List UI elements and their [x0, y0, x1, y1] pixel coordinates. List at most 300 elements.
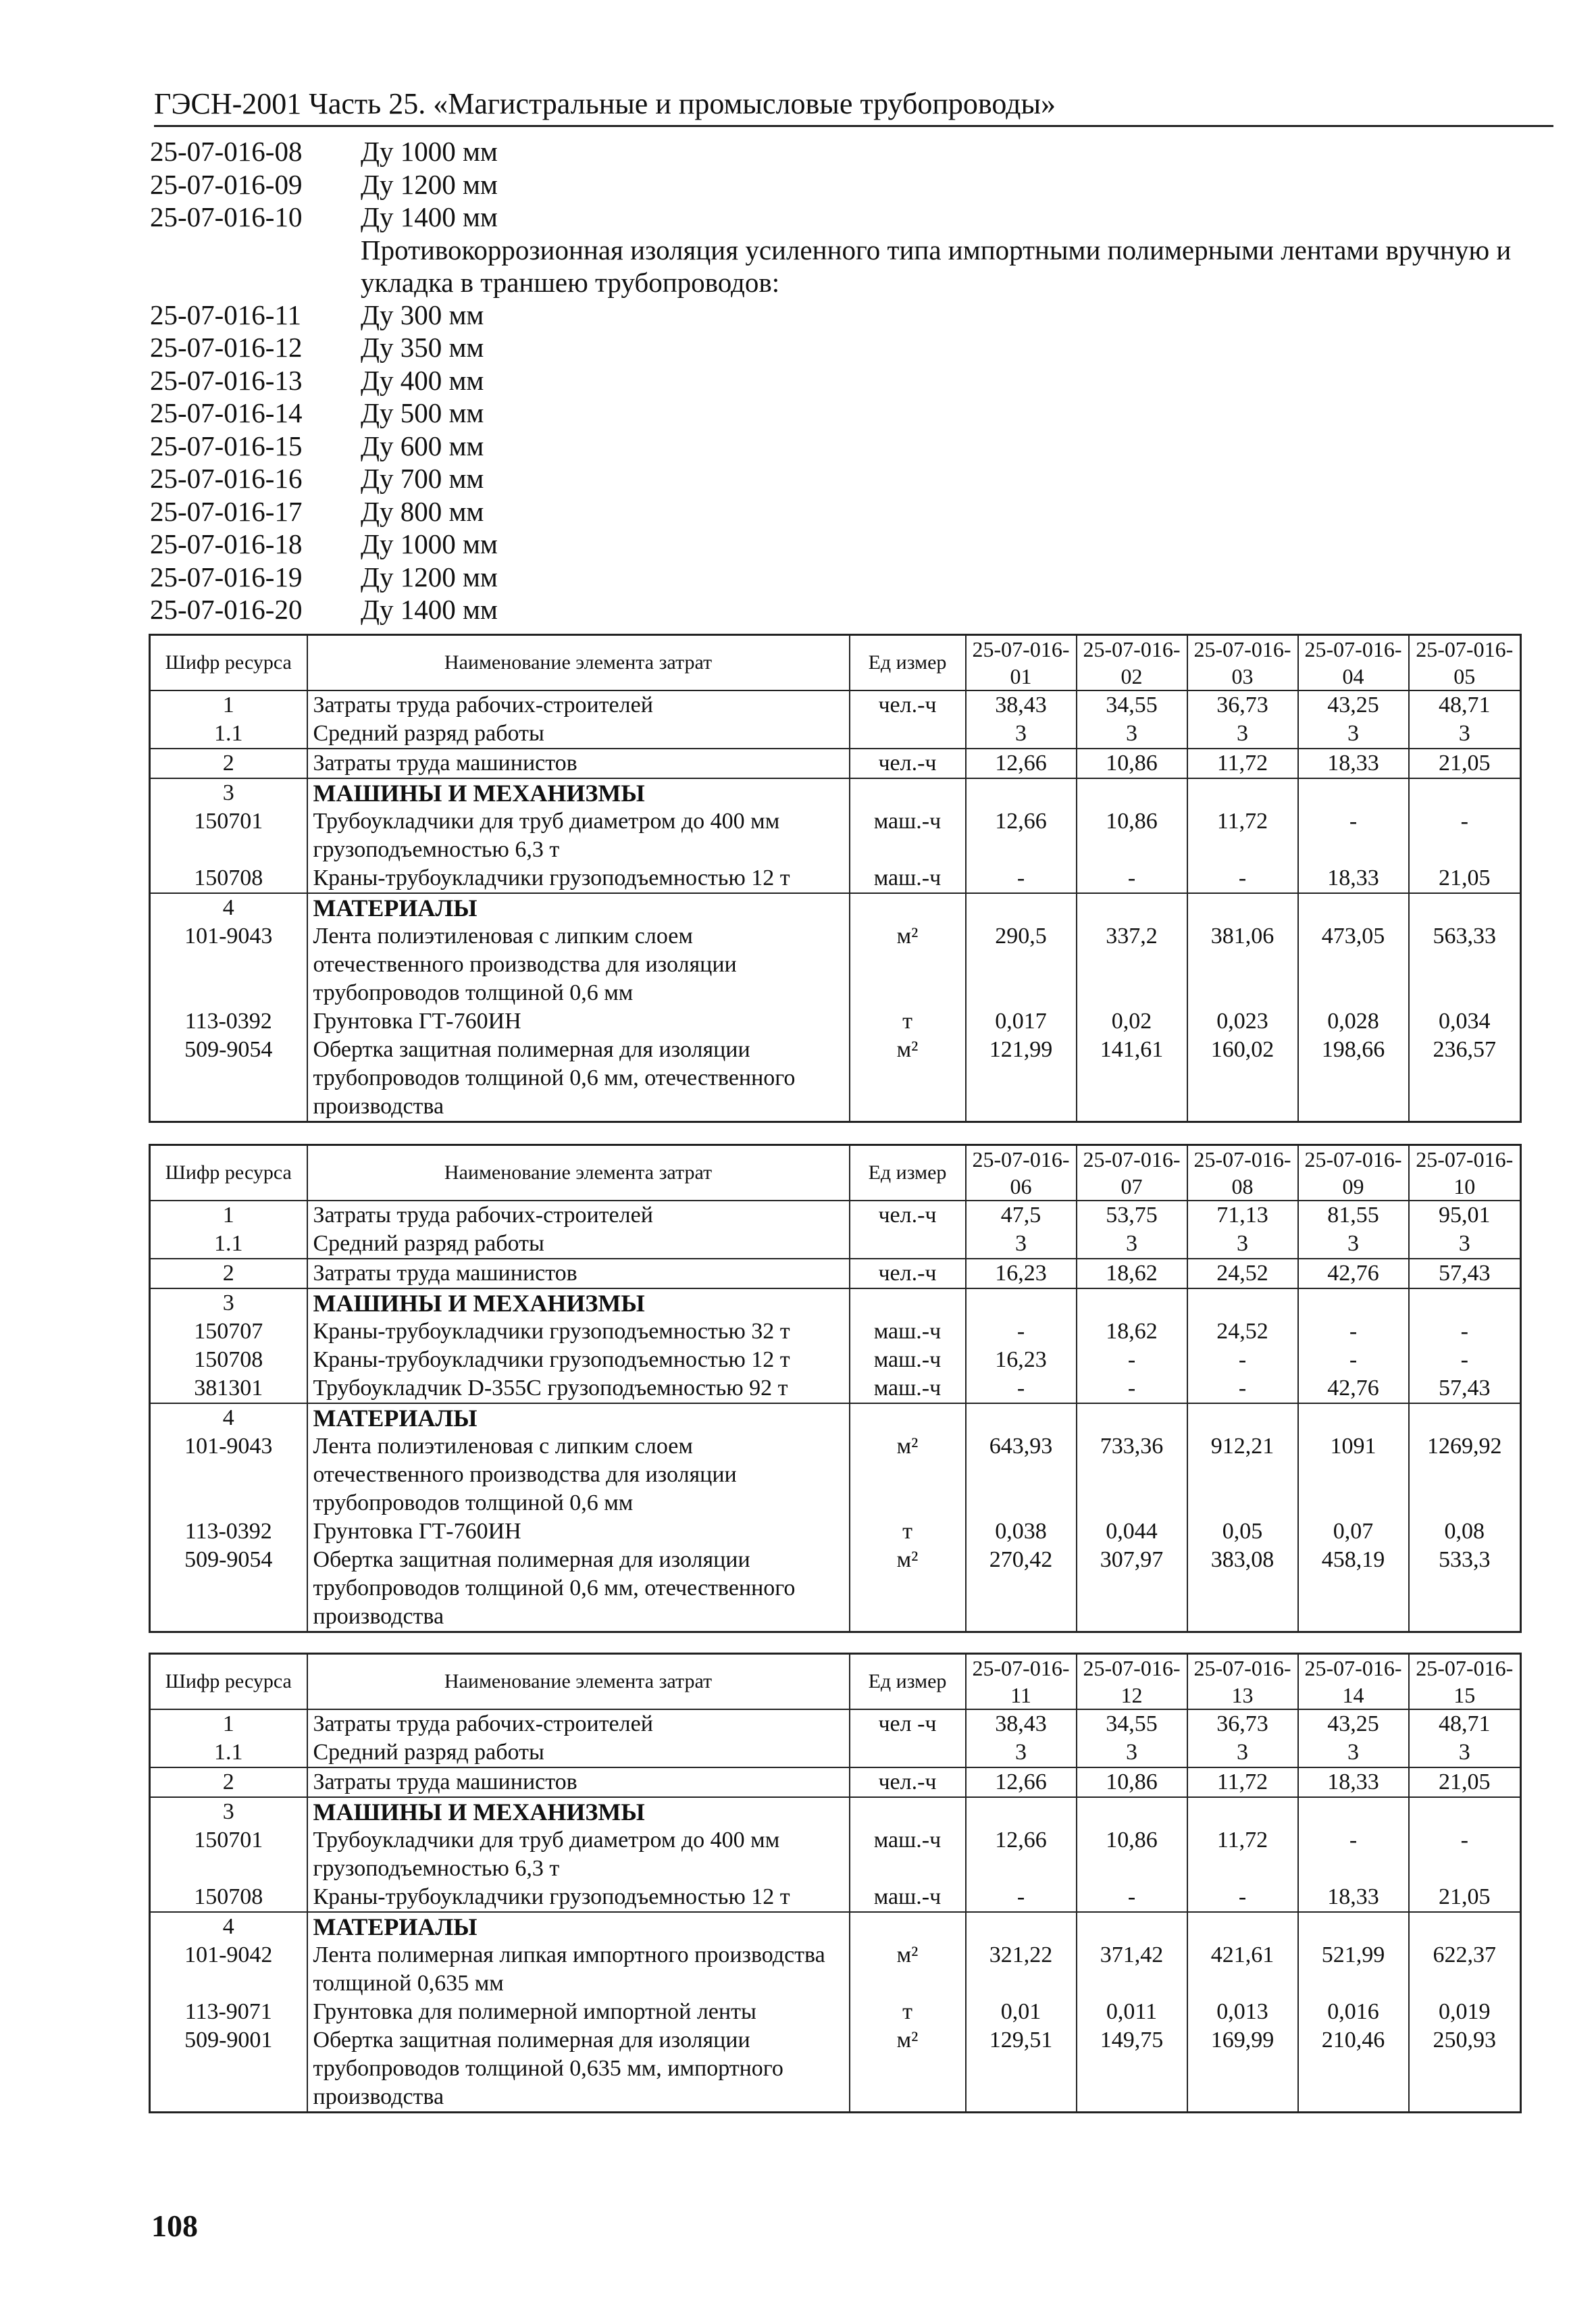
norm-value: - — [1409, 1826, 1521, 1883]
resource-code: 3 — [150, 1797, 307, 1826]
norm-value: 24,52 — [1187, 1317, 1298, 1346]
norm-value: 48,71 — [1409, 1709, 1521, 1738]
resource-table-1 — [149, 634, 1522, 1123]
cost-element-name: Грунтовка ГТ-760ИН — [307, 1517, 850, 1546]
section-title: МАТЕРИАЛЫ — [307, 893, 850, 922]
norm-value — [1409, 1797, 1521, 1826]
norm-value: 48,71 — [1409, 690, 1521, 720]
unit: маш.-ч — [850, 1374, 966, 1403]
norm-value — [966, 1912, 1077, 1941]
unit: чел.-ч — [850, 1259, 966, 1288]
norm-value — [966, 1403, 1077, 1432]
norm-value: - — [1187, 1346, 1298, 1374]
table-row — [150, 749, 1521, 778]
work-description: Ду 1200 мм — [361, 561, 498, 593]
norm-value: 129,51 — [966, 2026, 1077, 2113]
table-row — [150, 922, 1521, 1007]
table-row — [150, 1201, 1521, 1230]
header-norm-code: 25-07-016-08 — [1187, 1145, 1298, 1201]
table-row — [150, 1374, 1521, 1403]
norm-value: 0,07 — [1298, 1517, 1409, 1546]
norm-value — [1187, 893, 1298, 922]
norm-value — [1409, 1912, 1521, 1941]
header-cost-element: Наименование элемента затрат — [307, 1654, 850, 1710]
unit: маш.-ч — [850, 1317, 966, 1346]
norm-value: 21,05 — [1409, 749, 1521, 778]
norm-value — [1298, 1912, 1409, 1941]
resource-code: 3 — [150, 778, 307, 807]
resource-code: 101-9043 — [150, 922, 307, 1007]
work-code: 25-07-016-16 — [150, 463, 303, 494]
header-norm-code: 25-07-016-11 — [966, 1654, 1077, 1710]
norm-value: 0,034 — [1409, 1007, 1521, 1036]
resource-code: 1.1 — [150, 720, 307, 749]
cost-element-name: Обертка защитная полимерная для изоляции трубопроводов толщиной 0,6 мм, отечественного производства — [307, 1036, 850, 1122]
work-code: 25-07-016-19 — [150, 561, 303, 593]
cost-element-name: Затраты труда рабочих-строителей — [307, 1201, 850, 1230]
norm-value: - — [1077, 1374, 1187, 1403]
work-description: Ду 400 мм — [361, 364, 484, 396]
norm-value — [1409, 1288, 1521, 1317]
norm-value: 0,038 — [966, 1517, 1077, 1546]
code-row — [150, 430, 1568, 463]
header-unit: Ед измер — [850, 635, 966, 691]
norm-value: 0,013 — [1187, 1998, 1298, 2026]
header-unit: Ед измер — [850, 1145, 966, 1201]
norm-value: - — [1077, 864, 1187, 893]
norm-value: 12,66 — [966, 1767, 1077, 1797]
norm-value: 34,55 — [1077, 690, 1187, 720]
unit — [850, 778, 966, 807]
work-description: Ду 500 мм — [361, 397, 484, 428]
norm-value: 18,62 — [1077, 1259, 1187, 1288]
unit — [850, 1738, 966, 1767]
norm-value: - — [1409, 1346, 1521, 1374]
resource-code: 509-9001 — [150, 2026, 307, 2113]
norm-value: 169,99 — [1187, 2026, 1298, 2113]
norm-value — [966, 1288, 1077, 1317]
table-row — [150, 1998, 1521, 2026]
resource-code: 113-9071 — [150, 1998, 307, 2026]
norm-value: 236,57 — [1409, 1036, 1521, 1122]
cost-element-name: Затраты труда рабочих-строителей — [307, 690, 850, 720]
norm-value: 3 — [966, 1738, 1077, 1767]
unit: маш.-ч — [850, 807, 966, 864]
norm-value: 95,01 — [1409, 1201, 1521, 1230]
work-description: Ду 300 мм — [361, 299, 484, 330]
norm-value — [1298, 1403, 1409, 1432]
table-row — [150, 1767, 1521, 1797]
table-row — [150, 1546, 1521, 1632]
table-row — [150, 690, 1521, 720]
norm-value: - — [1077, 1346, 1187, 1374]
norm-value: 18,33 — [1298, 1883, 1409, 1912]
resource-code: 4 — [150, 1403, 307, 1432]
norm-value: - — [1409, 1317, 1521, 1346]
norm-value: 38,43 — [966, 1709, 1077, 1738]
norm-value: 11,72 — [1187, 1826, 1298, 1883]
header-norm-code: 25-07-016-06 — [966, 1145, 1077, 1201]
norm-value: 0,01 — [966, 1998, 1077, 2026]
work-code: 25-07-016-20 — [150, 594, 303, 625]
cost-element-name: Краны-трубоукладчики грузоподъемностью 12 т — [307, 1346, 850, 1374]
norm-value: 0,017 — [966, 1007, 1077, 1036]
unit: т — [850, 1007, 966, 1036]
work-code: 25-07-016-13 — [150, 364, 303, 396]
resource-code: 381301 — [150, 1374, 307, 1403]
code-row — [150, 135, 1568, 168]
norm-value — [1077, 893, 1187, 922]
norm-value: 21,05 — [1409, 1767, 1521, 1797]
work-code: 25-07-016-10 — [150, 201, 303, 232]
resource-code: 509-9054 — [150, 1036, 307, 1122]
header-norm-code: 25-07-016-05 — [1409, 635, 1521, 691]
norm-value: 71,13 — [1187, 1201, 1298, 1230]
norm-value — [1187, 778, 1298, 807]
cost-element-name: Лента полимерная липкая импортного производства толщиной 0,635 мм — [307, 1941, 850, 1998]
unit: м² — [850, 1036, 966, 1122]
header-resource-code: Шифр ресурса — [150, 1145, 307, 1201]
work-code: 25-07-016-17 — [150, 495, 303, 527]
table-row — [150, 893, 1521, 922]
norm-value: 57,43 — [1409, 1374, 1521, 1403]
norm-value: 3 — [1298, 1230, 1409, 1259]
resource-table-3 — [149, 1653, 1522, 2113]
resource-code: 150701 — [150, 1826, 307, 1883]
table-row — [150, 1432, 1521, 1517]
norm-value — [1409, 1403, 1521, 1432]
unit: маш.-ч — [850, 864, 966, 893]
unit — [850, 1230, 966, 1259]
norm-value: 18,33 — [1298, 1767, 1409, 1797]
resource-table-2 — [149, 1144, 1522, 1633]
norm-value: - — [1298, 1317, 1409, 1346]
code-row — [150, 528, 1568, 561]
table-row — [150, 1288, 1521, 1317]
norm-value: 643,93 — [966, 1432, 1077, 1517]
unit — [850, 1912, 966, 1941]
resource-code: 4 — [150, 1912, 307, 1941]
table-row — [150, 1007, 1521, 1036]
table-row — [150, 1709, 1521, 1738]
table-row — [150, 720, 1521, 749]
table-row — [150, 1036, 1521, 1122]
unit — [850, 1403, 966, 1432]
norm-value: 0,019 — [1409, 1998, 1521, 2026]
norm-value: 371,42 — [1077, 1941, 1187, 1998]
norm-value: - — [1187, 1374, 1298, 1403]
resource-code: 101-9042 — [150, 1941, 307, 1998]
header-cost-element: Наименование элемента затрат — [307, 1145, 850, 1201]
header-unit: Ед измер — [850, 1654, 966, 1710]
section-title: МАТЕРИАЛЫ — [307, 1912, 850, 1941]
norm-value: 141,61 — [1077, 1036, 1187, 1122]
norm-value: 43,25 — [1298, 1709, 1409, 1738]
unit — [850, 893, 966, 922]
norm-value: 24,52 — [1187, 1259, 1298, 1288]
table-row — [150, 1883, 1521, 1912]
norm-value — [966, 893, 1077, 922]
norm-value: 11,72 — [1187, 749, 1298, 778]
resource-code: 3 — [150, 1288, 307, 1317]
cost-element-name: Средний разряд работы — [307, 720, 850, 749]
norm-value: 3 — [1077, 1230, 1187, 1259]
header-norm-code: 25-07-016-01 — [966, 635, 1077, 691]
unit: м² — [850, 2026, 966, 2113]
cost-element-name: Лента полиэтиленовая с липким слоем отечественного производства для изоляции трубопроводов толщиной 0,6 мм — [307, 1432, 850, 1517]
norm-value: - — [1409, 807, 1521, 864]
norm-value — [1077, 1403, 1187, 1432]
table-row — [150, 1259, 1521, 1288]
header-norm-code: 25-07-016-15 — [1409, 1654, 1521, 1710]
unit: маш.-ч — [850, 1346, 966, 1374]
code-row — [150, 201, 1568, 234]
norm-value: - — [1077, 1883, 1187, 1912]
norm-value: 0,023 — [1187, 1007, 1298, 1036]
table-row — [150, 864, 1521, 893]
resource-code: 150707 — [150, 1317, 307, 1346]
norm-value: 42,76 — [1298, 1259, 1409, 1288]
norm-value: 10,86 — [1077, 1826, 1187, 1883]
unit — [850, 720, 966, 749]
norm-value — [1409, 778, 1521, 807]
norm-value — [966, 1797, 1077, 1826]
code-row — [150, 462, 1568, 495]
work-code: 25-07-016-18 — [150, 528, 303, 559]
header-resource-code: Шифр ресурса — [150, 635, 307, 691]
table-header-row — [150, 1145, 1521, 1201]
table-row — [150, 1941, 1521, 1998]
norm-value: 3 — [1409, 720, 1521, 749]
cost-element-name: Трубоукладчики для труб диаметром до 400 мм грузоподъемностью 6,3 т — [307, 1826, 850, 1883]
resource-code: 101-9043 — [150, 1432, 307, 1517]
table-row — [150, 1230, 1521, 1259]
section-heading: Противокоррозионная изоляция усиленного типа импортными полимерными лентами вручную и укладка в траншею трубопроводов: — [361, 234, 1512, 298]
unit: м² — [850, 1941, 966, 1998]
norm-value: 18,33 — [1298, 749, 1409, 778]
norm-value — [1187, 1797, 1298, 1826]
header-norm-code: 25-07-016-03 — [1187, 635, 1298, 691]
resource-code: 113-0392 — [150, 1517, 307, 1546]
norm-value: 3 — [1187, 720, 1298, 749]
unit: маш.-ч — [850, 1883, 966, 1912]
norm-value: 160,02 — [1187, 1036, 1298, 1122]
norm-value — [1409, 893, 1521, 922]
norm-value: 383,08 — [1187, 1546, 1298, 1632]
norm-value: - — [1298, 807, 1409, 864]
resource-code: 4 — [150, 893, 307, 922]
unit: чел.-ч — [850, 749, 966, 778]
norm-value: 18,62 — [1077, 1317, 1187, 1346]
norm-value: 16,23 — [966, 1346, 1077, 1374]
norm-value — [1187, 1288, 1298, 1317]
unit: чел -ч — [850, 1709, 966, 1738]
header-norm-code: 25-07-016-02 — [1077, 635, 1187, 691]
table-row — [150, 1912, 1521, 1941]
norm-value — [1298, 1288, 1409, 1317]
table-row — [150, 1797, 1521, 1826]
norm-value: 3 — [1187, 1738, 1298, 1767]
work-description: Ду 1000 мм — [361, 528, 498, 559]
unit — [850, 1288, 966, 1317]
norm-value: 622,37 — [1409, 1941, 1521, 1998]
norm-value: 57,43 — [1409, 1259, 1521, 1288]
norm-value: 270,42 — [966, 1546, 1077, 1632]
cost-element-name: Грунтовка ГТ-760ИН — [307, 1007, 850, 1036]
work-description: Ду 700 мм — [361, 463, 484, 494]
unit — [850, 1797, 966, 1826]
unit: т — [850, 1998, 966, 2026]
norm-value: 3 — [966, 720, 1077, 749]
norm-value: 36,73 — [1187, 690, 1298, 720]
norm-value: 0,05 — [1187, 1517, 1298, 1546]
table-row — [150, 1403, 1521, 1432]
norm-value: 0,028 — [1298, 1007, 1409, 1036]
norm-value: - — [966, 1883, 1077, 1912]
norm-value: 10,86 — [1077, 807, 1187, 864]
code-row — [150, 331, 1568, 364]
norm-value: 458,19 — [1298, 1546, 1409, 1632]
work-description: Ду 600 мм — [361, 430, 484, 461]
norm-value — [1298, 893, 1409, 922]
work-description: Ду 350 мм — [361, 332, 484, 363]
norm-value: 10,86 — [1077, 749, 1187, 778]
norm-value — [1077, 1912, 1187, 1941]
header-norm-code: 25-07-016-07 — [1077, 1145, 1187, 1201]
cost-element-name: Затраты труда рабочих-строителей — [307, 1709, 850, 1738]
norm-value: 34,55 — [1077, 1709, 1187, 1738]
norm-value: 381,06 — [1187, 922, 1298, 1007]
cost-element-name: Трубоукладчик D-355C грузоподъемностью 92 т — [307, 1374, 850, 1403]
unit: т — [850, 1517, 966, 1546]
norm-value: 321,22 — [966, 1941, 1077, 1998]
norm-value: 11,72 — [1187, 807, 1298, 864]
cost-element-name: Грунтовка для полимерной импортной ленты — [307, 1998, 850, 2026]
work-code: 25-07-016-15 — [150, 430, 303, 461]
norm-value: 210,46 — [1298, 2026, 1409, 2113]
norm-value — [1187, 1912, 1298, 1941]
cost-element-name: Средний разряд работы — [307, 1230, 850, 1259]
resource-code: 150708 — [150, 1346, 307, 1374]
norm-value: 121,99 — [966, 1036, 1077, 1122]
work-description: Ду 1000 мм — [361, 136, 498, 167]
work-code: 25-07-016-09 — [150, 168, 303, 200]
norm-value: 563,33 — [1409, 922, 1521, 1007]
resource-code: 1.1 — [150, 1738, 307, 1767]
norm-value — [1187, 1403, 1298, 1432]
header-norm-code: 25-07-016-13 — [1187, 1654, 1298, 1710]
norm-value — [1298, 778, 1409, 807]
header-norm-code: 25-07-016-12 — [1077, 1654, 1187, 1710]
norm-value: - — [1298, 1346, 1409, 1374]
work-description: Ду 1400 мм — [361, 594, 498, 625]
norm-value: 12,66 — [966, 807, 1077, 864]
norm-value: 11,72 — [1187, 1767, 1298, 1797]
table-row — [150, 1346, 1521, 1374]
header-norm-code: 25-07-016-10 — [1409, 1145, 1521, 1201]
norm-value: 533,3 — [1409, 1546, 1521, 1632]
norm-value: 36,73 — [1187, 1709, 1298, 1738]
work-code: 25-07-016-08 — [150, 136, 303, 167]
cost-element-name: Обертка защитная полимерная для изоляции трубопроводов толщиной 0,6 мм, отечественного производства — [307, 1546, 850, 1632]
norm-value: 3 — [1077, 720, 1187, 749]
norm-value: 0,011 — [1077, 1998, 1187, 2026]
resource-code: 1 — [150, 1201, 307, 1230]
norm-value: 0,016 — [1298, 1998, 1409, 2026]
table-header-row — [150, 1654, 1521, 1710]
code-row — [150, 561, 1568, 594]
norm-value: 43,25 — [1298, 690, 1409, 720]
norm-value: 337,2 — [1077, 922, 1187, 1007]
cost-element-name: Затраты труда машинистов — [307, 1259, 850, 1288]
resource-code: 150708 — [150, 864, 307, 893]
norm-value: 1269,92 — [1409, 1432, 1521, 1517]
table-row — [150, 1826, 1521, 1883]
norm-value: 0,02 — [1077, 1007, 1187, 1036]
cost-element-name: Затраты труда машинистов — [307, 749, 850, 778]
top-code-list — [150, 135, 1568, 234]
resource-code: 1 — [150, 1709, 307, 1738]
header-norm-code: 25-07-016-09 — [1298, 1145, 1409, 1201]
cost-element-name: Обертка защитная полимерная для изоляции трубопроводов толщиной 0,635 мм, импортного производства — [307, 2026, 850, 2113]
table-row — [150, 1517, 1521, 1546]
norm-value: 3 — [1409, 1230, 1521, 1259]
norm-value: 521,99 — [1298, 1941, 1409, 1998]
cost-element-name: Краны-трубоукладчики грузоподъемностью 32 т — [307, 1317, 850, 1346]
norm-value: - — [1187, 1883, 1298, 1912]
section-title: МАШИНЫ И МЕХАНИЗМЫ — [307, 1288, 850, 1317]
norm-value: 21,05 — [1409, 864, 1521, 893]
norm-value — [966, 778, 1077, 807]
code-row — [150, 364, 1568, 397]
unit: чел.-ч — [850, 1201, 966, 1230]
norm-value: - — [966, 1374, 1077, 1403]
norm-value — [1077, 1797, 1187, 1826]
norm-value: 0,08 — [1409, 1517, 1521, 1546]
bottom-code-list — [150, 299, 1568, 626]
resource-code: 1.1 — [150, 1230, 307, 1259]
norm-value: 307,97 — [1077, 1546, 1187, 1632]
norm-value: 42,76 — [1298, 1374, 1409, 1403]
resource-code: 2 — [150, 1259, 307, 1288]
norm-value: 10,86 — [1077, 1767, 1187, 1797]
header-cost-element: Наименование элемента затрат — [307, 635, 850, 691]
norm-value: - — [1298, 1826, 1409, 1883]
norm-value: 3 — [1187, 1230, 1298, 1259]
work-description: Ду 1400 мм — [361, 201, 498, 232]
norm-value: 53,75 — [1077, 1201, 1187, 1230]
norm-value: 733,36 — [1077, 1432, 1187, 1517]
cost-element-name: Средний разряд работы — [307, 1738, 850, 1767]
unit: маш.-ч — [850, 1826, 966, 1883]
work-description: Ду 800 мм — [361, 495, 484, 527]
norm-value: 12,66 — [966, 749, 1077, 778]
norm-value: 0,044 — [1077, 1517, 1187, 1546]
work-description: Ду 1200 мм — [361, 168, 498, 200]
norm-value: - — [966, 864, 1077, 893]
unit: м² — [850, 1546, 966, 1632]
header-norm-code: 25-07-016-14 — [1298, 1654, 1409, 1710]
norm-value: 912,21 — [1187, 1432, 1298, 1517]
work-code: 25-07-016-11 — [150, 299, 301, 330]
table-row — [150, 2026, 1521, 2113]
norm-value: 3 — [1409, 1738, 1521, 1767]
header-norm-code: 25-07-016-04 — [1298, 635, 1409, 691]
norm-value: 421,61 — [1187, 1941, 1298, 1998]
resource-code: 150701 — [150, 807, 307, 864]
norm-value: 198,66 — [1298, 1036, 1409, 1122]
norm-value: 3 — [1298, 1738, 1409, 1767]
